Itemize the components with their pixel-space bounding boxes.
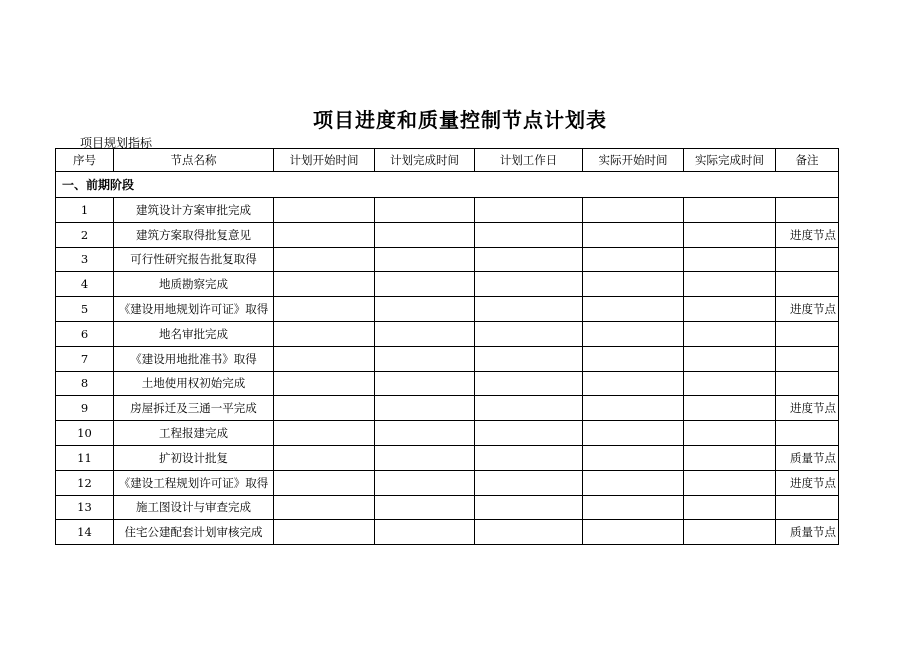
planned-workdays-cell	[475, 222, 583, 247]
row-number: 6	[56, 321, 114, 346]
actual-start-cell	[583, 222, 684, 247]
row-number: 10	[56, 421, 114, 446]
planned-start-cell	[274, 247, 375, 272]
node-name-cell: 《建设工程规划许可证》取得	[114, 470, 274, 495]
row-number: 3	[56, 247, 114, 272]
section-label: 一、前期阶段	[56, 172, 839, 198]
schedule-table	[55, 148, 839, 545]
table-row	[56, 470, 839, 495]
remarks-cell: 进度节点	[776, 297, 839, 322]
remarks-cell: 进度节点	[776, 470, 839, 495]
header-planned-finish: 计划完成时间	[375, 149, 475, 172]
planned-finish-cell	[375, 198, 475, 223]
row-number: 1	[56, 198, 114, 223]
planned-workdays-cell	[475, 321, 583, 346]
header-planned-start: 计划开始时间	[274, 149, 375, 172]
table-row	[56, 222, 839, 247]
planned-start-cell	[274, 222, 375, 247]
header-actual-finish: 实际完成时间	[684, 149, 776, 172]
table-row	[56, 520, 839, 545]
remarks-cell	[776, 495, 839, 520]
table-row	[56, 321, 839, 346]
node-name-cell: 住宅公建配套计划审核完成	[114, 520, 274, 545]
actual-start-cell	[583, 396, 684, 421]
actual-finish-cell	[684, 297, 776, 322]
node-name-cell: 《建设用地规划许可证》取得	[114, 297, 274, 322]
page-title: 项目进度和质量控制节点计划表	[313, 108, 607, 132]
planned-finish-cell	[375, 520, 475, 545]
planned-start-cell	[274, 520, 375, 545]
planned-finish-cell	[375, 272, 475, 297]
planned-finish-cell	[375, 495, 475, 520]
header-node-name: 节点名称	[114, 149, 274, 172]
node-name-cell: 地质勘察完成	[114, 272, 274, 297]
planned-workdays-cell	[475, 346, 583, 371]
actual-finish-cell	[684, 272, 776, 297]
planned-workdays-cell	[475, 396, 583, 421]
planned-start-cell	[274, 396, 375, 421]
node-name-cell: 建筑设计方案审批完成	[114, 198, 274, 223]
node-name-cell: 建筑方案取得批复意见	[114, 222, 274, 247]
table-row	[56, 396, 839, 421]
table-row	[56, 297, 839, 322]
planned-workdays-cell	[475, 247, 583, 272]
planned-finish-cell	[375, 445, 475, 470]
row-number: 5	[56, 297, 114, 322]
row-number: 12	[56, 470, 114, 495]
actual-start-cell	[583, 321, 684, 346]
planned-finish-cell	[375, 321, 475, 346]
planned-workdays-cell	[475, 520, 583, 545]
planned-finish-cell	[375, 247, 475, 272]
actual-start-cell	[583, 297, 684, 322]
actual-finish-cell	[684, 247, 776, 272]
node-name-cell: 可行性研究报告批复取得	[114, 247, 274, 272]
remarks-cell	[776, 346, 839, 371]
node-name-cell: 土地使用权初始完成	[114, 371, 274, 396]
remarks-cell: 质量节点	[776, 520, 839, 545]
remarks-cell	[776, 198, 839, 223]
planned-workdays-cell	[475, 445, 583, 470]
actual-finish-cell	[684, 198, 776, 223]
remarks-cell: 进度节点	[776, 222, 839, 247]
actual-start-cell	[583, 346, 684, 371]
planned-workdays-cell	[475, 297, 583, 322]
planned-workdays-cell	[475, 198, 583, 223]
planned-start-cell	[274, 371, 375, 396]
section-row	[56, 172, 839, 198]
planned-finish-cell	[375, 396, 475, 421]
planned-start-cell	[274, 297, 375, 322]
node-name-cell: 施工图设计与审查完成	[114, 495, 274, 520]
planned-start-cell	[274, 495, 375, 520]
actual-finish-cell	[684, 520, 776, 545]
actual-finish-cell	[684, 396, 776, 421]
actual-start-cell	[583, 421, 684, 446]
actual-start-cell	[583, 495, 684, 520]
planned-start-cell	[274, 445, 375, 470]
table-caption: 项目规划指标	[80, 136, 153, 150]
header-actual-start: 实际开始时间	[583, 149, 684, 172]
actual-start-cell	[583, 520, 684, 545]
actual-finish-cell	[684, 371, 776, 396]
remarks-cell	[776, 321, 839, 346]
actual-start-cell	[583, 272, 684, 297]
remarks-cell	[776, 371, 839, 396]
planned-start-cell	[274, 421, 375, 446]
table-row	[56, 198, 839, 223]
planned-finish-cell	[375, 371, 475, 396]
header-row	[56, 149, 839, 172]
table-row	[56, 346, 839, 371]
actual-start-cell	[583, 445, 684, 470]
actual-start-cell	[583, 470, 684, 495]
row-number: 8	[56, 371, 114, 396]
node-name-cell: 工程报建完成	[114, 421, 274, 446]
planned-start-cell	[274, 272, 375, 297]
actual-finish-cell	[684, 222, 776, 247]
header-planned-workdays: 计划工作日	[475, 149, 583, 172]
planned-start-cell	[274, 321, 375, 346]
actual-finish-cell	[684, 470, 776, 495]
table-row	[56, 495, 839, 520]
remarks-cell	[776, 421, 839, 446]
actual-start-cell	[583, 247, 684, 272]
row-number: 2	[56, 222, 114, 247]
row-number: 7	[56, 346, 114, 371]
planned-workdays-cell	[475, 272, 583, 297]
planned-finish-cell	[375, 346, 475, 371]
planned-start-cell	[274, 346, 375, 371]
planned-workdays-cell	[475, 371, 583, 396]
row-number: 11	[56, 445, 114, 470]
planned-start-cell	[274, 198, 375, 223]
actual-finish-cell	[684, 421, 776, 446]
planned-finish-cell	[375, 222, 475, 247]
actual-start-cell	[583, 198, 684, 223]
actual-finish-cell	[684, 321, 776, 346]
table-row	[56, 371, 839, 396]
remarks-cell: 进度节点	[776, 396, 839, 421]
node-name-cell: 《建设用地批准书》取得	[114, 346, 274, 371]
node-name-cell: 扩初设计批复	[114, 445, 274, 470]
planned-finish-cell	[375, 297, 475, 322]
planned-workdays-cell	[475, 495, 583, 520]
planned-finish-cell	[375, 470, 475, 495]
remarks-cell: 质量节点	[776, 445, 839, 470]
row-number: 9	[56, 396, 114, 421]
actual-start-cell	[583, 371, 684, 396]
table-row	[56, 247, 839, 272]
remarks-cell	[776, 272, 839, 297]
remarks-cell	[776, 247, 839, 272]
node-name-cell: 房屋拆迁及三通一平完成	[114, 396, 274, 421]
planned-finish-cell	[375, 421, 475, 446]
table-row	[56, 445, 839, 470]
actual-finish-cell	[684, 495, 776, 520]
node-name-cell: 地名审批完成	[114, 321, 274, 346]
row-number: 14	[56, 520, 114, 545]
table-row	[56, 421, 839, 446]
planned-workdays-cell	[475, 470, 583, 495]
header-no: 序号	[56, 149, 114, 172]
actual-finish-cell	[684, 346, 776, 371]
planned-start-cell	[274, 470, 375, 495]
header-remarks: 备注	[776, 149, 839, 172]
row-number: 13	[56, 495, 114, 520]
actual-finish-cell	[684, 445, 776, 470]
row-number: 4	[56, 272, 114, 297]
table-row	[56, 272, 839, 297]
planned-workdays-cell	[475, 421, 583, 446]
